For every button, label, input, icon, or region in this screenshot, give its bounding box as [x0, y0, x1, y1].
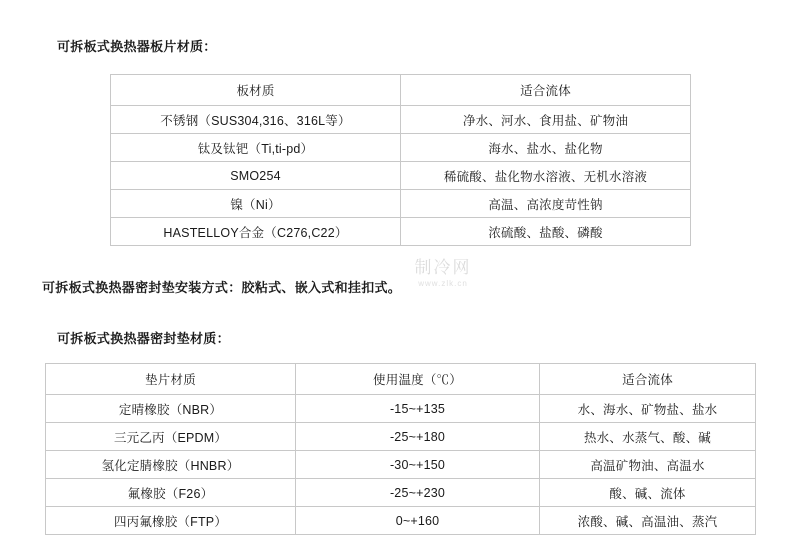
gasket-material-table	[45, 363, 756, 535]
watermark-text: 制冷网	[414, 258, 472, 277]
table-cell: HASTELLOY合金（C276,C22）	[111, 218, 401, 246]
table-row	[111, 134, 691, 162]
table-cell: 海水、盐水、盐化物	[401, 134, 691, 162]
table-cell: 高温矿物油、高温水	[540, 451, 756, 479]
table-row	[46, 507, 756, 535]
table-cell: 不锈钢（SUS304,316、316L等）	[111, 106, 401, 134]
table-cell: 稀硫酸、盐化物水溶液、无机水溶液	[401, 162, 691, 190]
table-cell: 水、海水、矿物盐、盐水	[540, 395, 756, 423]
table-cell: SMO254	[111, 162, 401, 190]
table-row	[46, 479, 756, 507]
table-row	[111, 218, 691, 246]
table-cell: 氟橡胶（F26）	[46, 479, 296, 507]
table-header-cell: 垫片材质	[46, 364, 296, 395]
table-cell: -25~+180	[296, 423, 540, 451]
table-cell: 热水、水蒸气、酸、碱	[540, 423, 756, 451]
gasket-install-paragraph: 可拆板式换热器密封垫安装方式：胶粘式、嵌入式和挂扣式。	[42, 280, 402, 295]
table-cell: 浓硫酸、盐酸、磷酸	[401, 218, 691, 246]
table-row	[111, 106, 691, 134]
table-header-cell: 板材质	[111, 75, 401, 106]
plate-material-table	[110, 74, 691, 246]
table-cell: 三元乙丙（EPDM）	[46, 423, 296, 451]
plate-material-heading: 可拆板式换热器板片材质：	[57, 39, 217, 54]
table-cell: 酸、碱、流体	[540, 479, 756, 507]
table-row	[46, 423, 756, 451]
table-cell: 定晴橡胶（NBR）	[46, 395, 296, 423]
table-header-cell: 适合流体	[540, 364, 756, 395]
table-cell: 钛及钛钯（Ti,ti-pd）	[111, 134, 401, 162]
table-cell: 0~+160	[296, 507, 540, 535]
table-header-cell: 使用温度（℃）	[296, 364, 540, 395]
table-cell: 高温、高浓度苛性钠	[401, 190, 691, 218]
table-header-cell: 适合流体	[401, 75, 691, 106]
gasket-material-heading: 可拆板式换热器密封垫材质：	[57, 331, 230, 346]
table-cell: 镍（Ni）	[111, 190, 401, 218]
table-row	[111, 190, 691, 218]
table-cell: -15~+135	[296, 395, 540, 423]
table-row	[46, 451, 756, 479]
site-watermark	[395, 258, 491, 290]
table-cell: 浓酸、碱、高温油、蒸汽	[540, 507, 756, 535]
watermark-url: www.zlk.cn	[418, 279, 468, 288]
table-row	[46, 395, 756, 423]
table-cell: -25~+230	[296, 479, 540, 507]
table-row	[111, 162, 691, 190]
table-cell: 四丙氟橡胶（FTP）	[46, 507, 296, 535]
table-cell: 净水、河水、食用盐、矿物油	[401, 106, 691, 134]
table-cell: -30~+150	[296, 451, 540, 479]
table-header-row	[111, 75, 691, 106]
table-cell: 氢化定腈橡胶（HNBR）	[46, 451, 296, 479]
table-header-row	[46, 364, 756, 395]
